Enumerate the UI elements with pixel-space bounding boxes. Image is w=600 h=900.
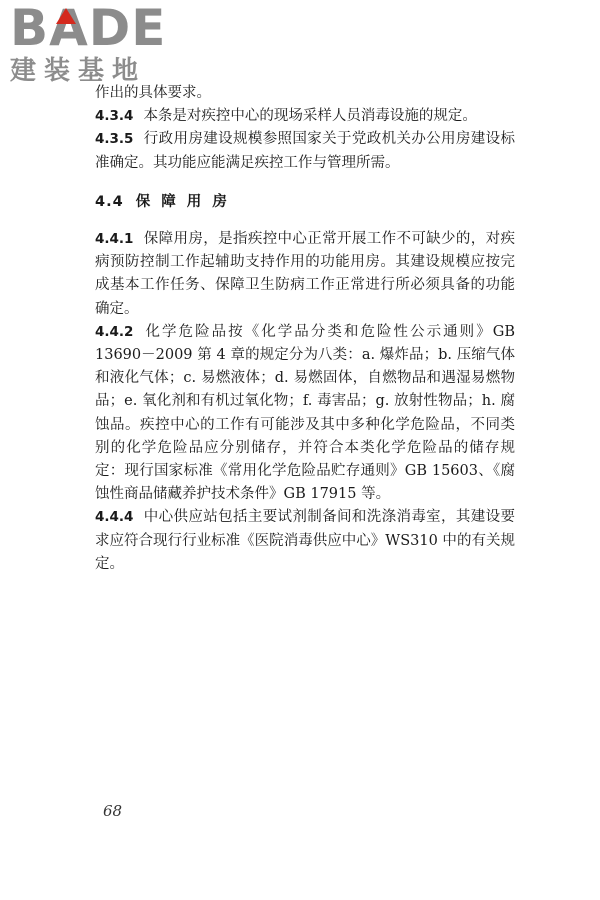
- clause-number: 4.4.4: [95, 509, 134, 526]
- clause-text: 本条是对疾控中心的现场采样人员消毒设施的规定。: [143, 108, 477, 125]
- section-title: 保 障 用 房: [135, 193, 230, 210]
- clause-text: 行政用房建设规模参照国家关于党政机关办公用房建设标准确定。其功能应能满足疾控工作与管理所需。: [95, 131, 515, 171]
- paragraph-fragment: 作出的具体要求。: [95, 85, 211, 101]
- clause-number: 4.3.5: [95, 131, 134, 148]
- clause-number: 4.4.2: [95, 323, 134, 340]
- clause-text: 中心供应站包括主要试剂制备间和洗涤消毒室，其建设要求应符合现行行业标准《医院消毒供应中心》WS310 中的有关规定。: [95, 509, 515, 572]
- document-body: [95, 82, 515, 576]
- watermark-logo: [6, 2, 186, 94]
- section-heading: [95, 191, 515, 214]
- clause-number: 4.4.1: [95, 231, 134, 248]
- watermark-latin: BADE: [10, 0, 167, 57]
- watermark-accent-icon: [56, 8, 76, 24]
- page-number: 68: [103, 802, 123, 820]
- clause-text: 保障用房，是指疾控中心正常开展工作不可缺少的，对疾病预防控制工作起辅助支持作用的功能用房。其建设规模应按完成基本工作任务、保障卫生防病工作正常进行所必须具备的功能确定。: [95, 231, 515, 317]
- clause-4-3-5: [95, 128, 515, 174]
- clause-4-3-4: [95, 105, 515, 128]
- clause-4-4-4: [95, 506, 515, 576]
- clause-text: 化学危险品按《化学品分类和危险性公示通则》GB 13690－2009 第 4 章的规定分为八类：a. 爆炸品；b. 压缩气体和液化气体；c. 易燃液体；d. 易燃固体，自燃物品和遇湿易燃物品；e. 氧化剂和有机过氧化物；f. 毒害品；g. 放射性物品；h. 腐蚀品。疾控中心的工作有可能涉及其中多种化学危险品，不同类别的化学危险品应分别储存，并符合本类化学危险品的储存规定：现行国家标准《常用化学危险品贮存通则》GB 15603、《腐蚀性商品储藏养护技术条件》GB 17915 等。: [95, 323, 515, 503]
- watermark-cjk: 建装基地: [10, 56, 147, 86]
- section-number: 4.4: [95, 193, 124, 210]
- clause-number: 4.3.4: [95, 108, 134, 125]
- clause-4-4-2: [95, 321, 515, 507]
- clause-4-4-1: [95, 228, 515, 321]
